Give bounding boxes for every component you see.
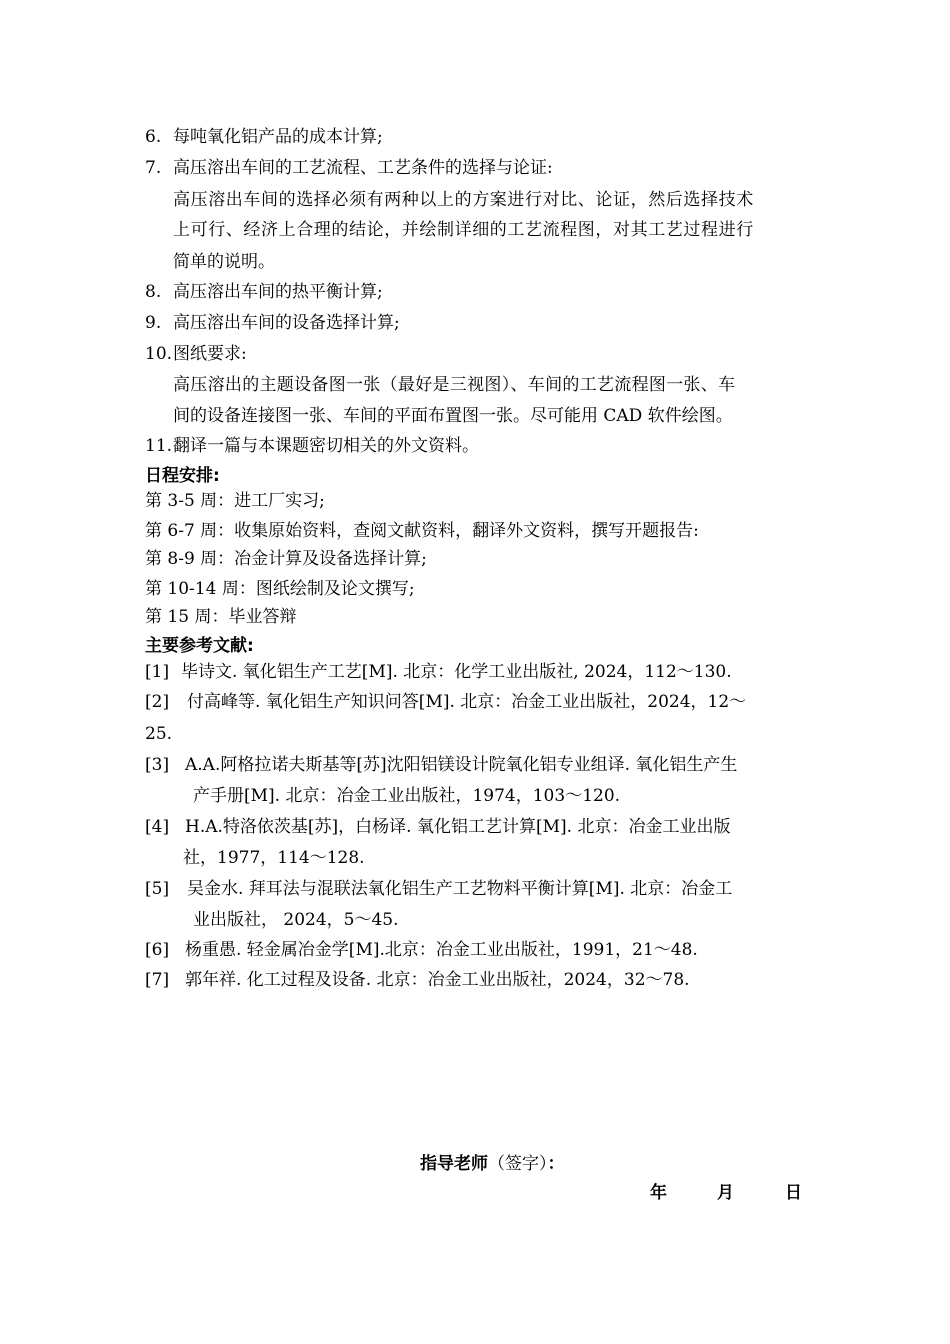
- list-item-text: 间的设备连接图一张、车间的平面布置图一张。尽可能用 CAD 软件绘图。: [173, 406, 733, 426]
- reference-number: [3]: [145, 755, 170, 775]
- schedule-item: 第 3-5 周：进工厂实习;: [145, 491, 325, 511]
- reference-number: [1]: [145, 662, 170, 682]
- schedule-item: 第 6-7 周：收集原始资料，查阅文献资料，翻译外文资料，撰写开题报告:: [145, 521, 699, 541]
- list-number: 10.: [145, 344, 173, 364]
- reference-text: 付高峰等. 氧化铝生产知识问答[M]. 北京：冶金工业出版社，2024，12～: [187, 692, 747, 712]
- list-item-text: 图纸要求:: [173, 344, 247, 364]
- advisor-label: 指导老师: [420, 1154, 488, 1174]
- date-day-label: 日: [785, 1183, 802, 1203]
- schedule-item: 第 8-9 周：冶金计算及设备选择计算;: [145, 549, 427, 569]
- schedule-item: 第 10-14 周：图纸绘制及论文撰写;: [145, 579, 415, 599]
- reference-text: 社，1977，114～128.: [183, 848, 365, 868]
- list-item-text: 高压溶出车间的热平衡计算;: [173, 282, 383, 302]
- reference-text: H.A.特洛依茨基[苏]，白杨译. 氧化铝工艺计算[M]. 北京：冶金工业出版: [185, 817, 731, 837]
- signature-colon: ：: [547, 1154, 565, 1174]
- reference-text: 吴金水. 拜耳法与混联法氧化铝生产工艺物料平衡计算[M]. 北京：冶金工: [187, 879, 733, 899]
- list-item-text: 高压溶出车间的选择必须有两种以上的方案进行对比、论证，然后选择技术: [173, 190, 754, 210]
- reference-text: 业出版社， 2024，5～45.: [193, 910, 399, 930]
- schedule-heading: 日程安排:: [145, 466, 220, 486]
- reference-text: 产手册[M]. 北京：冶金工业出版社，1974，103～120.: [193, 786, 621, 806]
- reference-number: [7]: [145, 970, 170, 990]
- reference-number: [4]: [145, 817, 170, 837]
- list-number: 6.: [145, 127, 162, 147]
- list-number: 9.: [145, 313, 162, 333]
- list-item-text: 翻译一篇与本课题密切相关的外文资料。: [173, 436, 479, 456]
- reference-text: 杨重愚. 轻金属冶金学[M].北京：冶金工业出版社，1991，21～48.: [185, 940, 698, 960]
- list-item-text: 高压溶出车间的设备选择计算;: [173, 313, 400, 333]
- reference-text: 25.: [145, 724, 173, 744]
- reference-number: [5]: [145, 879, 170, 899]
- list-number: 7.: [145, 158, 162, 178]
- list-item-text: 简单的说明。: [173, 252, 275, 272]
- reference-text: A.A.阿格拉诺夫斯基等[苏]沈阳铝镁设计院氧化铝专业组译. 氧化铝生产生: [185, 755, 738, 775]
- list-item-text: 每吨氧化铝产品的成本计算;: [173, 127, 383, 147]
- date-month-label: 月: [717, 1183, 734, 1203]
- list-item-text: 上可行、经济上合理的结论，并绘制详细的工艺流程图，对其工艺过程进行: [173, 220, 754, 240]
- list-item-text: 高压溶出的主题设备图一张（最好是三视图）、车间的工艺流程图一张、车: [173, 375, 736, 395]
- schedule-item: 第 15 周：毕业答辩: [145, 607, 297, 627]
- reference-text: 郭年祥. 化工过程及设备. 北京：冶金工业出版社，2024，32～78.: [185, 970, 690, 990]
- date-year-label: 年: [650, 1183, 667, 1203]
- reference-text: 毕诗文. 氧化铝生产工艺[M]. 北京：化学工业出版社, 2024，112～130.: [181, 662, 732, 682]
- list-number: 8.: [145, 282, 162, 302]
- list-number: 11.: [145, 436, 173, 456]
- reference-number: [6]: [145, 940, 170, 960]
- signature-line: [420, 1152, 565, 1176]
- reference-number: [2]: [145, 692, 170, 712]
- signature-paren: （签字）: [488, 1154, 548, 1174]
- references-heading: 主要参考文献:: [145, 636, 254, 656]
- list-item-text: 高压溶出车间的工艺流程、工艺条件的选择与论证:: [173, 158, 553, 178]
